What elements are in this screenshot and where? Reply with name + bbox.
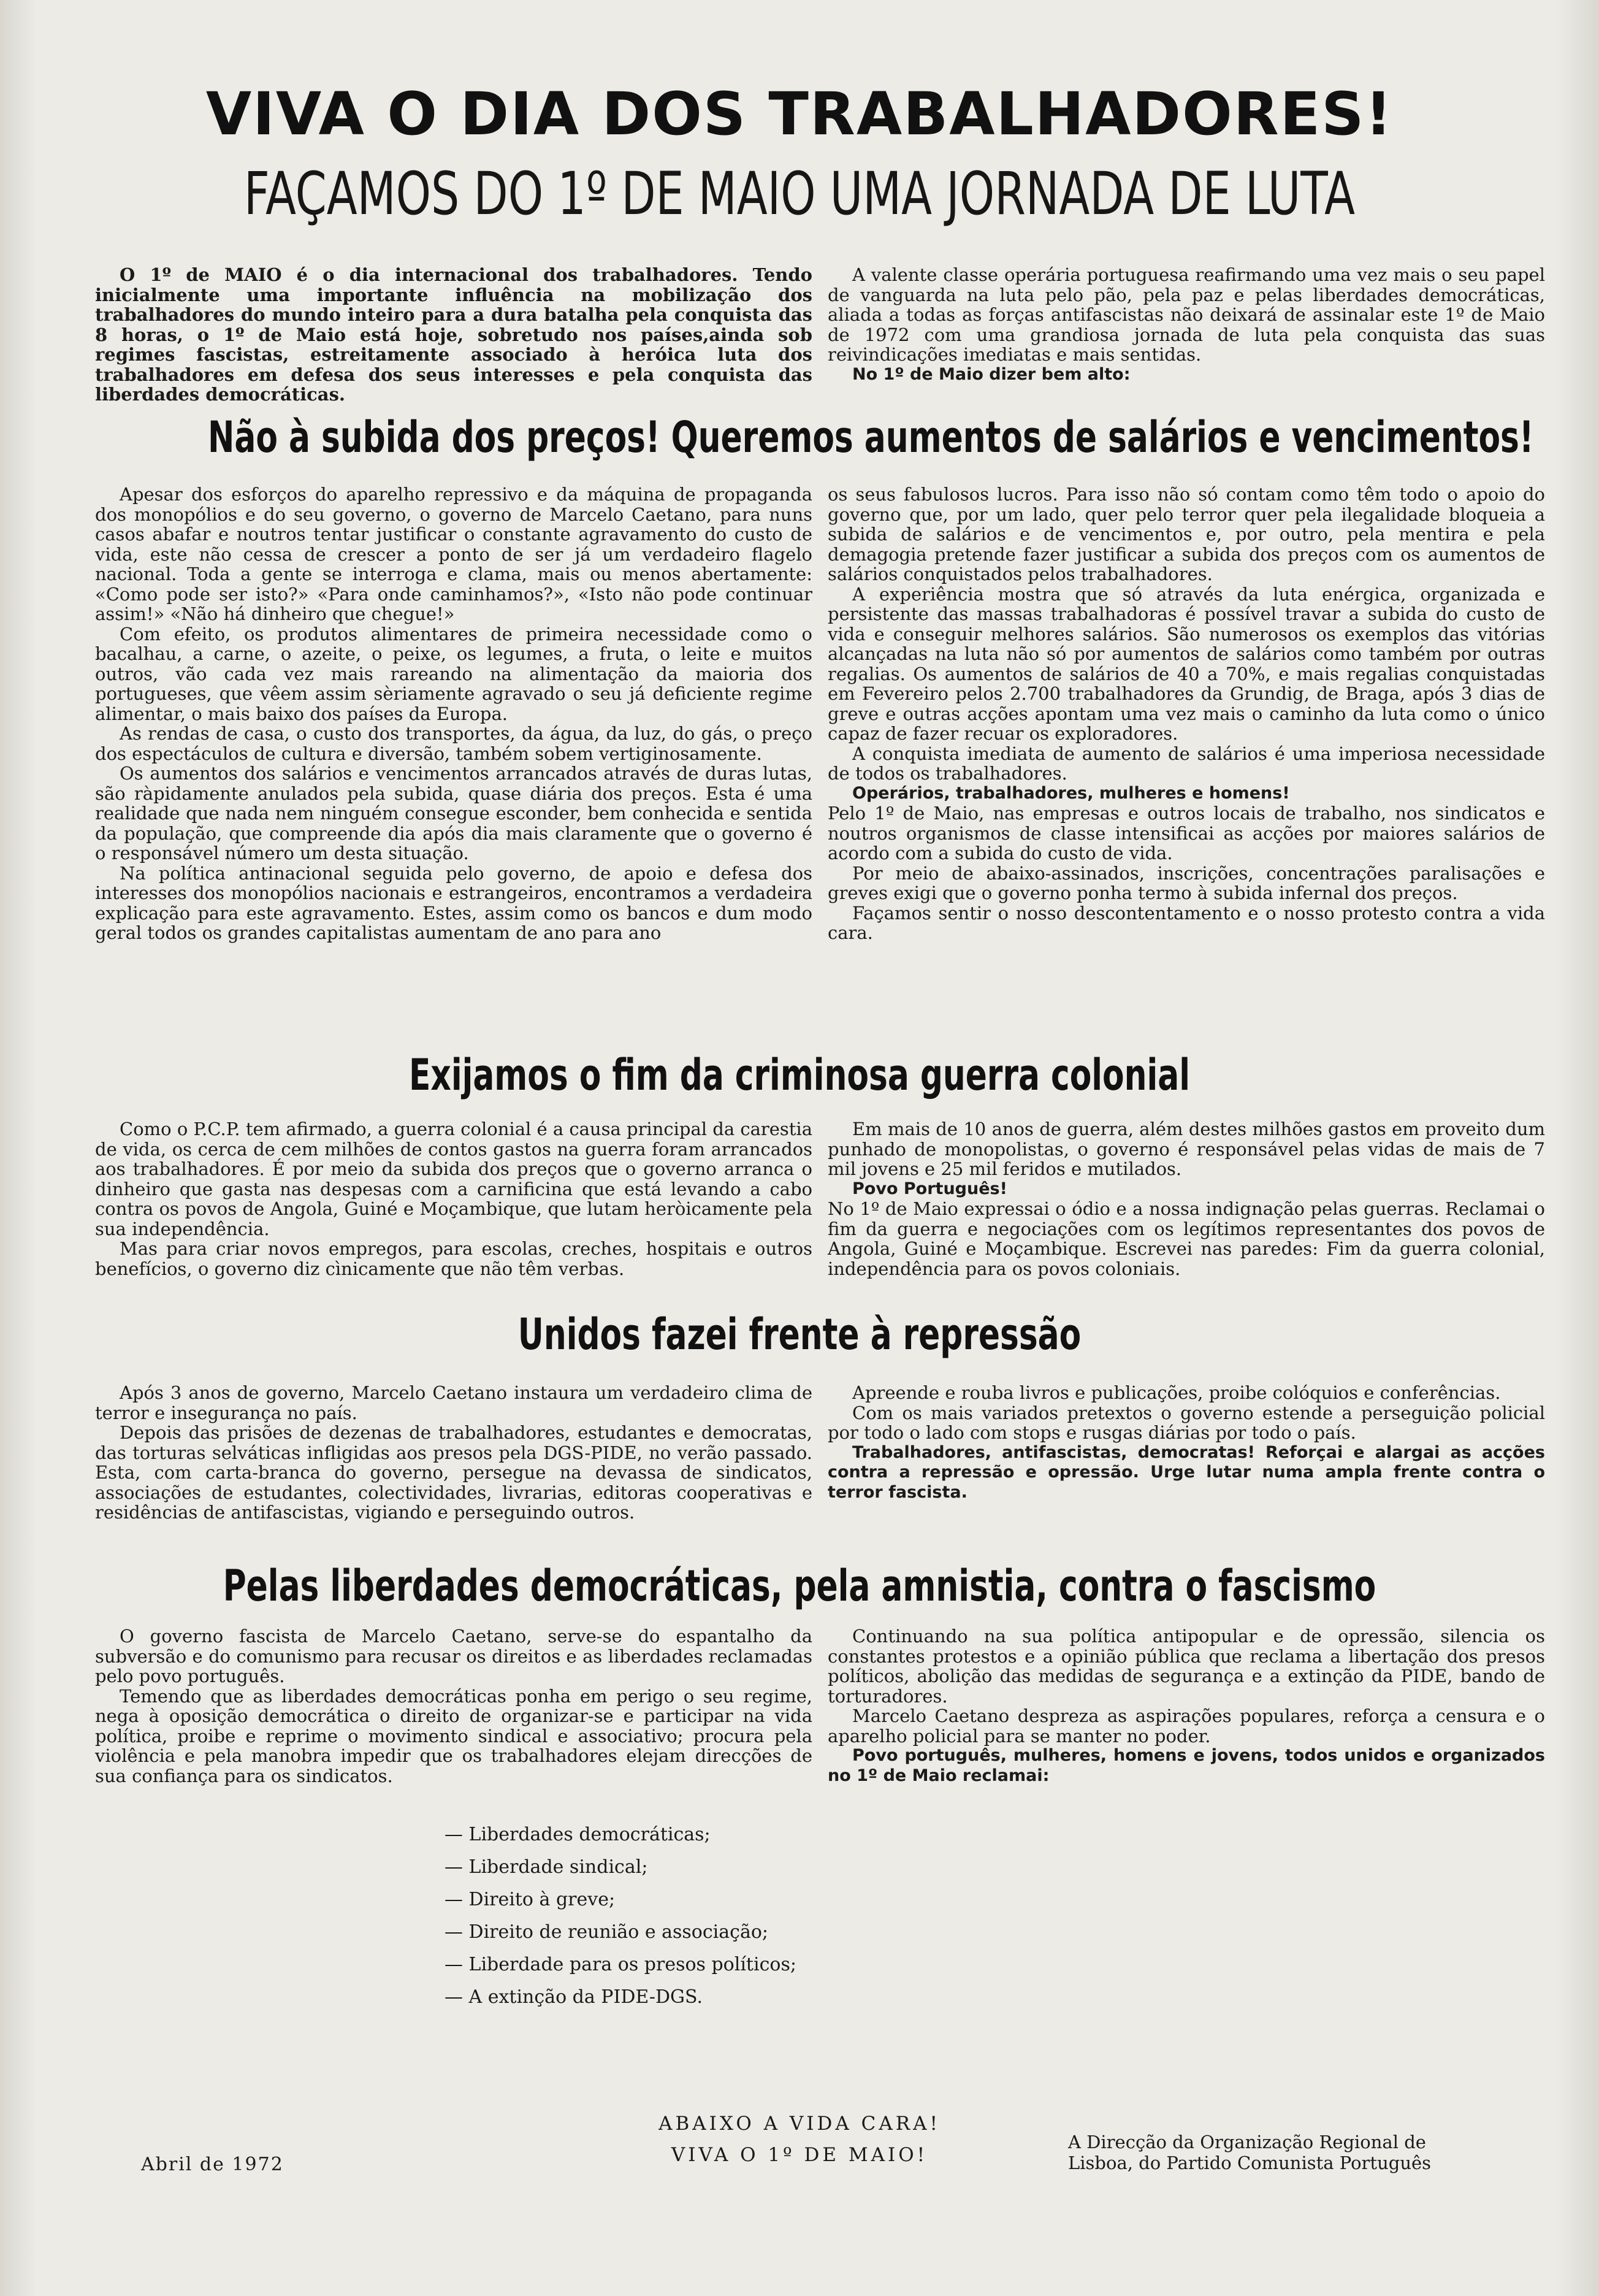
signature-line: Lisboa, do Partido Comunista Português	[1068, 2152, 1432, 2173]
war-left-paragraph: Mas para criar novos empregos, para escolas, creches, hospitais e outros benefícios, o governo diz cìnicamente que não têm verbas.	[95, 1238, 812, 1279]
slogan: ABAIXO A VIDA CARA!	[658, 2113, 941, 2135]
liberties-right-callout: Povo português, mulheres, homens e jovens, todos unidos e organizados no 1º de Maio reclamai:	[828, 1746, 1545, 1785]
prices-left-column	[95, 484, 812, 943]
prices-right-paragraph: Por meio de abaixo-assinados, inscrições, concentrações paralisações e greves exigi que o governo ponha termo à subida infernal dos preços.	[828, 862, 1545, 903]
signature-block	[1068, 2132, 1509, 2173]
war-right-paragraph: Em mais de 10 anos de guerra, além destes milhões gastos em proveito dum punhado de monopolistas, o governo é responsável pelas vidas de mais de 7 mil jovens e 25 mil feridos e mutilados.	[828, 1119, 1545, 1179]
repression-right-paragraph: Apreende e rouba livros e publicações, proibe colóquios e conferências.	[852, 1382, 1501, 1403]
liberties-right-paragraph: Continuando na sua política antipopular e de opressão, silencia os constantes protestos e a opinião pública que reclama a libertação dos presos políticos, abolição das medidas de segurança e a extinção da PIDE, bando de torturadores.	[828, 1626, 1545, 1707]
demands-list	[445, 1818, 796, 2013]
paper-edge-right	[1557, 0, 1599, 2296]
prices-right-paragraph: A conquista imediata de aumento de salários é uma imperiosa necessidade de todos os trabalhadores.	[828, 743, 1545, 784]
prices-right-paragraph: Façamos sentir o nosso descontentamento e o nosso protesto contra a vida cara.	[828, 902, 1545, 943]
demand-item: — Direito à greve;	[445, 1889, 616, 1910]
paper-edge-left	[0, 0, 37, 2296]
intro-right-column	[828, 265, 1545, 385]
intro-left-column	[95, 265, 812, 405]
repression-left-column	[95, 1383, 812, 1523]
war-left-column	[95, 1119, 812, 1279]
prices-left-paragraph: Apesar dos esforços do aparelho repressivo e da máquina de propaganda dos monopólios e do seu governo, o governo de Marcelo Caetano, para nuns casos abafar e noutros tentar justificar o constante agravamento do custo de vida, este não cessa de crescer a ponto de ser já um verdadeiro flagelo nacional. Toda a gente se interroga e clama, mais ou menos abertamente: «Como pode ser isto?» «Para onde caminhamos?», «Isto não pode continuar assim!» «Não há dinheiro que chegue!»	[95, 484, 812, 624]
slogan: VIVA O 1º DE MAIO!	[671, 2144, 928, 2166]
demand-item: — Liberdade sindical;	[445, 1856, 648, 1878]
intro-left-paragraph: O 1º de MAIO é o dia internacional dos trabalhadores. Tendo inicialmente uma importante influência na mobilização dos trabalhadores do mundo inteiro para a dura batalha pela conquista das 8 horas, o 1º de Maio está hoje, sobretudo nos países,ainda sob regimes fascistas, estreitamente associado à heróica luta dos trabalhadores em defesa dos seus interesses e pela conquista das liberdades democráticas.	[95, 264, 812, 405]
demand-item: — Liberdade para os presos políticos;	[445, 1954, 796, 1975]
repression-left-paragraph: Após 3 anos de governo, Marcelo Caetano instaura um verdadeiro clima de terror e insegurança no país.	[95, 1382, 812, 1423]
liberties-left-column	[95, 1626, 812, 1786]
prices-right-paragraph: os seus fabulosos lucros. Para isso não só contam como têm todo o apoio do governo que, por um lado, quer pelo terror quer pela ilegalidade bloqueia a subida de salários e de vencimentos e, por outro, pela mentira e pela demagogia pretende fazer justificar a subida dos preços com os aumentos de salários conquistados pelos trabalhadores.	[828, 484, 1545, 584]
demand-item: — Direito de reunião e associação;	[445, 1921, 769, 1943]
repression-right-callout: Trabalhadores, antifascistas, democratas! Reforçai e alargai as acções contra a repressão e opressão. Urge lutar numa ampla frente contra o terror fascista.	[828, 1442, 1545, 1502]
demand-item: — A extinção da PIDE-DGS.	[445, 1986, 703, 2008]
prices-right-column	[828, 484, 1545, 943]
section-heading-prices: Não à subida dos preços! Queremos aumentos de salários e vencimentos!	[208, 412, 1534, 462]
prices-right-paragraph: A experiência mostra que só através da luta enérgica, organizada e persistente das massas trabalhadoras é possível travar a subida do custo de vida e conseguir melhores salários. São numerosos os exemplos das vitórias alcançadas na luta não só por aumentos de salários como também por outras regalias. Os aumentos de salários de 40 a 70%, e mais regalias conquistadas em Fevereiro pelos 2.700 trabalhadores da Grundig, de Braga, após 3 dias de greve e outras acções apontam uma vez mais o caminho da luta como o único capaz de fazer recuar os exploradores.	[828, 583, 1545, 744]
prices-left-paragraph: Com efeito, os produtos alimentares de primeira necessidade como o bacalhau, a carne, o azeite, o peixe, os legumes, a fruta, o leite e muitos outros, vão cada vez mais rareando na alimentação da maioria dos portugueses, que vêem assim sèriamente agravado o seu já deficiente regime alimentar, o mais baixo dos países da Europa.	[95, 623, 812, 724]
liberties-right-paragraph: Marcelo Caetano despreza as aspirações populares, reforça a censura e o aparelho policial para se manter no poder.	[828, 1705, 1545, 1747]
intro-right-paragraph: A valente classe operária portuguesa reafirmando uma vez mais o seu papel de vanguarda na luta pelo pão, pela paz e pelas liberdades democráticas, aliada a todas as forças antifascistas não deixará de assinalar este 1º de Maio de 1972 com uma grandiosa jornada de luta pela conquista das suas reivindicações imediatas e mais sentidas.	[828, 264, 1545, 365]
sub-title: FAÇAMOS DO 1º DE MAIO UMA JORNADA DE LUTA	[243, 159, 1356, 228]
prices-right-paragraph: Pelo 1º de Maio, nas empresas e outros locais de trabalho, nos sindicatos e noutros organismos de classe intensificai as acções por maiores salários de acordo com a subida do custo de vida.	[828, 803, 1545, 863]
repression-right-paragraph: Com os mais variados pretextos o governo estende a perseguição policial por todo o lado com stops e rusgas diárias por todo o país.	[828, 1402, 1545, 1443]
prices-left-paragraph: Os aumentos dos salários e vencimentos arrancados através de duras lutas, são ràpidamente anulados pela subida, quase diária dos preços. Esta é uma realidade que nada nem ninguém consegue esconder, bem conhecida e sentida da população, que compreende dia após dia mais claramente que o governo é o responsável número um desta situação.	[95, 763, 812, 863]
intro-right-callout: No 1º de Maio dizer bem alto:	[852, 364, 1131, 384]
war-right-column	[828, 1119, 1545, 1279]
prices-left-paragraph: As rendas de casa, o custo dos transportes, da água, da luz, do gás, o preço dos espectáculos de cultura e diversão, também sobem vertiginosamente.	[95, 723, 812, 764]
liberties-left-paragraph: O governo fascista de Marcelo Caetano, serve-se do espantalho da subversão e do comunismo para recusar os direitos e as liberdades reclamadas pelo povo português.	[95, 1626, 812, 1686]
section-heading-colonial-war: Exijamos o fim da criminosa guerra colonial	[409, 1050, 1190, 1100]
section-heading-repression: Unidos fazei frente à repressão	[517, 1309, 1082, 1360]
liberties-left-paragraph: Temendo que as liberdades democráticas ponha em perigo o seu regime, nega à oposição democrática o direito de organizar-se e participar na vida política, proibe e reprime o movimento sindical e associativo; procura pela violência e pela manobra impedir que os trabalhadores elejam direcções de sua confiança para os sindicatos.	[95, 1685, 812, 1786]
issue-date: Abril de 1972	[141, 2154, 284, 2175]
demand-item: — Liberdades democráticas;	[445, 1824, 711, 1845]
war-right-paragraph: No 1º de Maio expressai o ódio e a nossa indignação pelas guerras. Reclamai o fim da guerra e negociações com os legítimos representantes dos povos de Angola, Guiné e Moçambique. Escrevei nas paredes: Fim da guerra colonial, independência para os povos coloniais.	[828, 1198, 1545, 1279]
liberties-right-column	[828, 1626, 1545, 1786]
prices-right-callout: Operários, trabalhadores, mulheres e homens!	[852, 783, 1290, 803]
section-heading-liberties: Pelas liberdades democráticas, pela amnistia, contra o fascismo	[223, 1561, 1376, 1611]
prices-left-paragraph: Na política antinacional seguida pelo governo, de apoio e defesa dos interesses dos monopólios nacionais e estrangeiros, encontramos a verdadeira explicação para este agravamento. Estes, assim como os bancos e dum modo geral todos os grandes capitalistas aumentam de ano para ano	[95, 862, 812, 943]
repression-left-paragraph: Depois das prisões de dezenas de trabalhadores, estudantes e democratas, das torturas selváticas infligidas aos presos pela DGS-PIDE, no verão passado. Esta, com carta-branca do governo, persegue na devassa de sindicatos, associações de estudantes, colectividades, livrarias, editoras cooperativas e residências de antifascistas, vigiando e perseguindo outros.	[95, 1422, 812, 1523]
war-right-callout: Povo Português!	[852, 1179, 1007, 1198]
signature-line: A Direcção da Organização Regional de	[1068, 2132, 1426, 2152]
war-left-paragraph: Como o P.C.P. tem afirmado, a guerra colonial é a causa principal da carestia de vida, os cerca de cem milhões de contos gastos na guerra foram arrancados aos trabalhadores. É por meio da subida dos preços que o governo arranca o dinheiro que gasta nas despesas com a carnificina que está levando a cabo contra os povos de Angola, Guiné e Moçambique, que lutam heròicamente pela sua independência.	[95, 1119, 812, 1239]
repression-right-column	[828, 1383, 1545, 1502]
main-title: VIVA O DIA DOS TRABALHADORES!	[205, 80, 1394, 148]
